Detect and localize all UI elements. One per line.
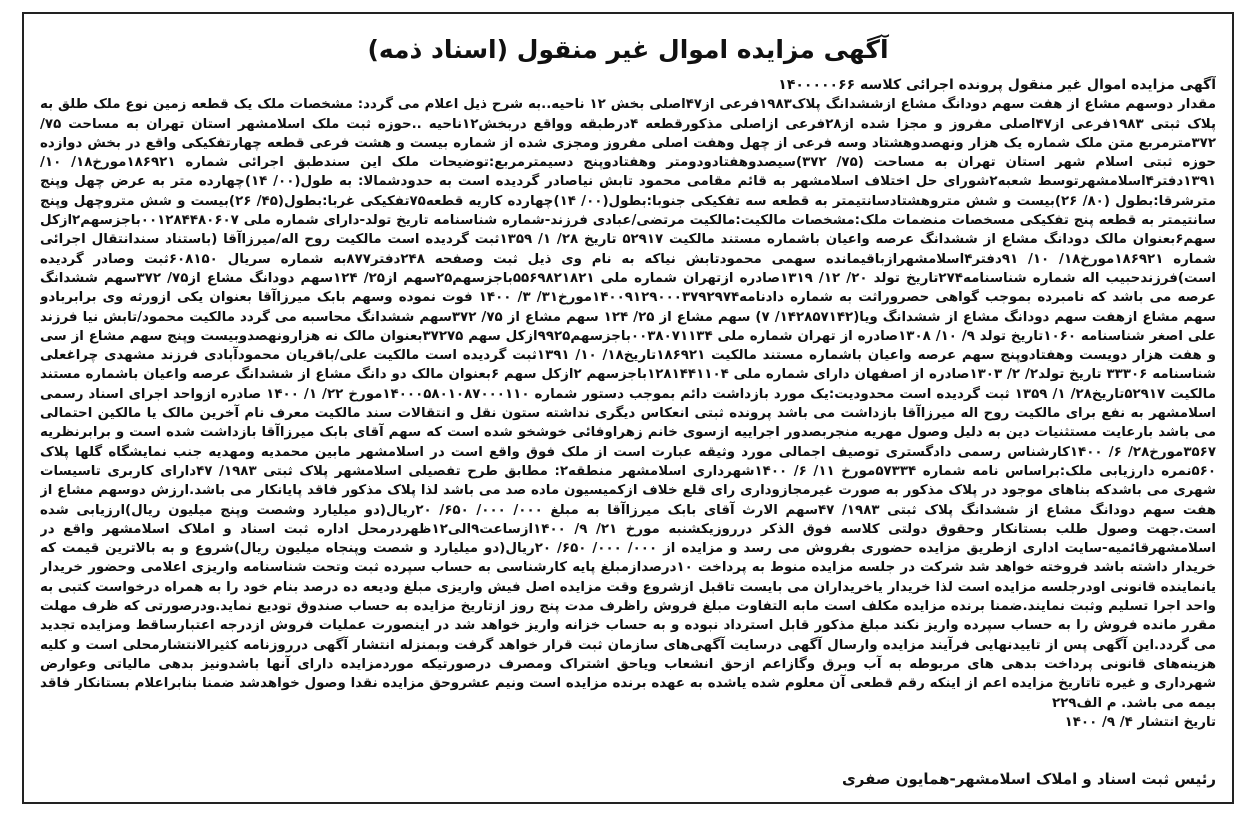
signature: رئیس ثبت اسناد و املاک اسلامشهر-همایون صفری — [842, 770, 1216, 788]
notice-subtitle: آگهی مزایده اموال غیر منقول پرونده اجرائی کلاسه ۱۴۰۰۰۰۰۶۶ — [778, 77, 1216, 93]
notice-text: مقدار دوسهم مشاع از هفت سهم دودانگ مشاع ازششدانگ پلاک۱۹۸۳فرعی از۴۷اصلی بخش ۱۲ ناحیه..به شرح ذیل اعلام می گردد: مشخصات ملک یک قطعه زمین نوع ملک طلق به پلاک ثبتی ۱۹۸۳فرعی از۴۷اصلی مفروز و مجزا شده از۲۸فرعی ازاصلی مذکورقطعه ۴درطبقه وواقع دربخش۱۲ناحیه ..حوزه ثبت ملک اسلامشهر استان تهران به مساحت ۷۵/ ۳۷۲مترمربع متن ملک شماره یک هزار ونهصدوهشتاد وسه فرعی از چهل وهفت اصلی مفروز ومجزی شده از شماره بیست و هشت فرعی قطعه چهارتفکیکی واقع در بخش دوازده حوزه ثبتی اسلام شهر استان تهران به مساحت (۷۵/ ۳۷۲)سیصدوهفتادودومتر وهفتادوپنج دسیمترمربع:توضیحات ملک این سندطبق اجرائی شماره ۱۸۶۹۲۱مورخ۱۸/ ۱۰/ ۱۳۹۱دفتر۴اسلامشهرتوسط شعبه۲شورای حل اختلاف اسلامشهر به قائم مقامی محمود تابش نیاصادر گردیده است به حدودشمالا: به طول(۰۰/ ۱۴)چهارده متر به عرض چهل وپنج مترشرقا:بطول (۸۰/ ۲۶)بیست و شش متروهشتادسانتیمتر به قطعه سه تفکیکی جنوبا:بطول(۰۰/ ۱۴)چهارده کاریه قطعه۷۵تفکیکی غربا:بطول(۴۵/ ۲۶)بیست و شش متروچهل وپنج سانتیمتر به قطعه پنج تفکیکی مسخصات منضمات ملک:مشخصات مالکیت:مالکیت مرتضی/عبادی فرزند-شماره شناسنامه تاریخ تولد-دارای شماره ملی ۰۰۱۲۸۴۴۸۰۶۰۷باجزسهم۲ازکل سهم۶بعنوان مالک دودانگ مشاع از ششدانگ عرصه واعیان باشماره مستند مالکیت ۵۲۹۱۷ تاریخ ۲۸/ ۱/ ۱۳۵۹ثبت گردیده است مالکیت روح اله/میرزاآقا (باستناد سندانتقال اجرائی شماره ۱۸۶۹۲۱مورخ۱۸/ ۱۰/ ۹۱دفتر۴اسلامشهرازباقیمانده سهمی محمودتابش نیاکه به نام وی ذیل ثبت وصفحه ۲۴۸دفتر۸۷۷به شماره سریال ۶۰۸۱۵۰ثبت وصادر گردیده است)فرزندحبیب اله شماره شناسنامه۲۷۴تاریخ تولد ۲۰/ ۱۲/ ۱۳۱۹صادره ازتهران شماره ملی ۵۵۶۹۸۲۱۸۲۱باجزسهم۲۵سهم از۲۵/ ۱۲۴سهم دودانگ مشاع از۷۵/ ۳۷۲سهم ششدانگ عرصه می باشد که نامبرده بموجب گواهی حصروراثت به شماره دادنامه۱۴۰۰۹۱۲۹۰۰۰۳۷۹۲۹۷۴مورخ۳۱/ ۳/ ۱۴۰۰ فوت نموده وسهم بابک میرزاآقا بعنوان یکی ازورثه وی برابربادو سهم مشاع ازهفت سهم دودانگ مشاع از ششدانگ ویا(۱۴۲۸۵۷۱۴۲/ ۷) سهم مشاع از ۲۵/ ۱۲۴ سهم مشاع از ۷۵/ ۳۷۲سهم ششدانگ محاسبه می گردد مالکیت محمود/تابش نیا فرزند علی اصغر شناسنامه ۱۰۶۰تاریخ تولد ۹/ ۱۰/ ۱۳۰۸صادره از تهران شماره ملی ۰۰۳۸۰۷۱۱۳۴باجزسهم۹۹۲۵ازکل سهم ۳۷۲۷۵بعنوان مالک نه هزارونهصدوبیست وپنج سهم مشاع از سی و هفت هزار دویست وهفتادوپنج سهم عرصه واعیان باشماره مستند مالکیت ۱۸۶۹۲۱تاریخ۱۸/ ۱۰/ ۱۳۹۱ثبت گردیده است مالکیت علی/باقریان محمودآبادی فرزند مشهدی چراغعلی شناسنامه ۳۳۳۰۶ تاریخ تولد۲/ ۲/ ۱۳۰۳صادره از اصفهان دارای شماره ملی ۱۲۸۱۴۴۱۱۰۴باجزسهم ۲ازکل سهم ۶بعنوان مالک دو دانگ مشاع از ششدانگ عرصه واعیان باشماره مستند مالکیت ۵۲۹۱۷تاریخ۲۸/ ۱/ ۱۳۵۹ ثبت گردیده است محدودیت:یک مورد بازداشت دائم بموجب دستور شماره ۱۴۰۰۰۵۸۰۱۰۸۷۰۰۰۱۱۰مورخ ۲۲/ ۱/ ۱۴۰۰ صادره ازواحد اجرای اسناد رسمی اسلامشهر به نفع برای مالکیت روح اله میرزاآقا بازداشت می باشد پرونده ثبتی انعکاس دیگری نداشته ستون نقل و انتقالات سند مالکیت معرف نام آخرین مالک یا مالکین احتمالی می باشد بارعایت مستثنیات دین به دلیل وصول مهریه منجربصدور اجراییه ازسوی خانم زهراوفائی خوشخو شده است که سهم آقای بابک میرزاآقا بازداشت شده است و برابرنظریه ۳۵۶۷مورخ۲۸/ ۶/ ۱۴۰۰کارشناس رسمی دادگستری توصیف اجمالی مورد وثیقه عبارت است از ملک فوق واقع است در اسلامشهر مابین محمدیه ومهدیه جنب نمایشگاه گلها پلاک ۵۶۰نمره دارزیابی ملک:براساس نامه شماره ۵۷۳۳۴مورخ ۱۱/ ۶/ ۱۴۰۰شهرداری اسلامشهر منطقه۲: مطابق طرح تفصیلی اسلامشهر پلاک ثبتی ۱۹۸۳/ ۴۷دارای کاربری تاسیسات شهری می باشدکه بناهای موجود در پلاک مذکور به صورت غیرمجازوداری رای قلع خلاف ازکمیسیون ماده صد می باشد لذا پلاک مذکور فاقد پایانکار می باشد.ارزش دوسهم مشاع از هفت سهم دودانگ مشاع از ششدانگ پلاک ثبتی ۱۹۸۳/ ۴۷سهم الارث آقای بابک میرزاآقا به مبلغ ۰۰۰/ ۰۰۰/ ۶۵۰/ ۲۰ریال(دو میلیارد وشصت وپنج میلیون ریال)ارزیابی شده است.جهت وصول طلب بستانکار وحقوق دولتی کلاسه فوق الذکر درروزیکشنبه مورخ ۲۱/ ۹/ ۱۴۰۰ازساعت۹الی۱۲ظهردرمحل اداره ثبت اسناد و املاک اسلامشهر واقع در اسلامشهرقائمیه-سایت اداری ازطریق مزایده حضوری بفروش می رسد و مزایده از ۰۰۰/ ۰۰۰/ ۶۵۰/ ۲۰ریال(دو میلیارد و شصت وپنجاه میلیون ریال)شروع و به بالاترین قیمت که خریدار داشته باشد فروخته خواهد شد شرکت در جلسه مزایده منوط به پرداخت ۱۰درصدازمبلغ پایه کارشناسی به حساب سپرده ثبت وتحت شناسنامه واریزی اعلامی وحضور خریدار یانماینده قانونی اودرجلسه مزایده است لذا خریدار یاخریداران می بایست تاقبل ازشروع وقت مزایده اصل فیش واریزی مبلغ ودیعه ده درصد بنام خود را به همراه درخواست کتبی به واحد اجرا تسلیم وثبت نمایند.ضمنا برنده مزایده مکلف است مابه التفاوت مبلغ فروش راظرف مدت پنج روز ازتاریخ مزایده به حساب صندوق توديع نماید.ودرصورتی که ظرف مهلت مقرر مانده فروش را به حساب سپرده واریز نکند مبلغ مذکور قابل استرداد نبوده و به حساب خزانه واریز خواهد شد در اینصورت عملیات فروش ازدرجه اعتبارساقط ومزایده تجدید می گردد.این آگهی پس از تاییدنهایی فرآیند مزایده وارسال آگهی درسایت آگهی‌های سازمان ثبت قرار خواهد گرفت وبمنزله انتشار آگهی درروزنامه کثیرالانتشارمحلی است و کلیه هزینه‌های قانونی پرداخت بدهی های مربوطه به آب وبرق وگازاعم ازحق انشعاب ویاحق اشتراک ومصرف درصورتیکه موردمزایده دارای آنها باشدونیز بدهی مالیاتی وعوارض شهرداری و غیره تاتاریخ مزایده اعم از اینکه رقم قطعی آن معلوم شده یاشده به عهده برنده مزایده است ونیم عشروحق مزایده نقدا وصول خواهدشد ضمنا بنابراعلام بستانکار فاقد بیمه می باشد. م الف۲۲۹ — [40, 97, 1216, 711]
publish-date: تاریخ انتشار ۴/ ۹/ ۱۴۰۰ — [1064, 714, 1216, 730]
notice-frame — [22, 12, 1234, 804]
notice-title: آگهی مزایده اموال غیر منقول (اسناد ذمه) — [367, 35, 889, 64]
notice-body — [40, 76, 1216, 748]
